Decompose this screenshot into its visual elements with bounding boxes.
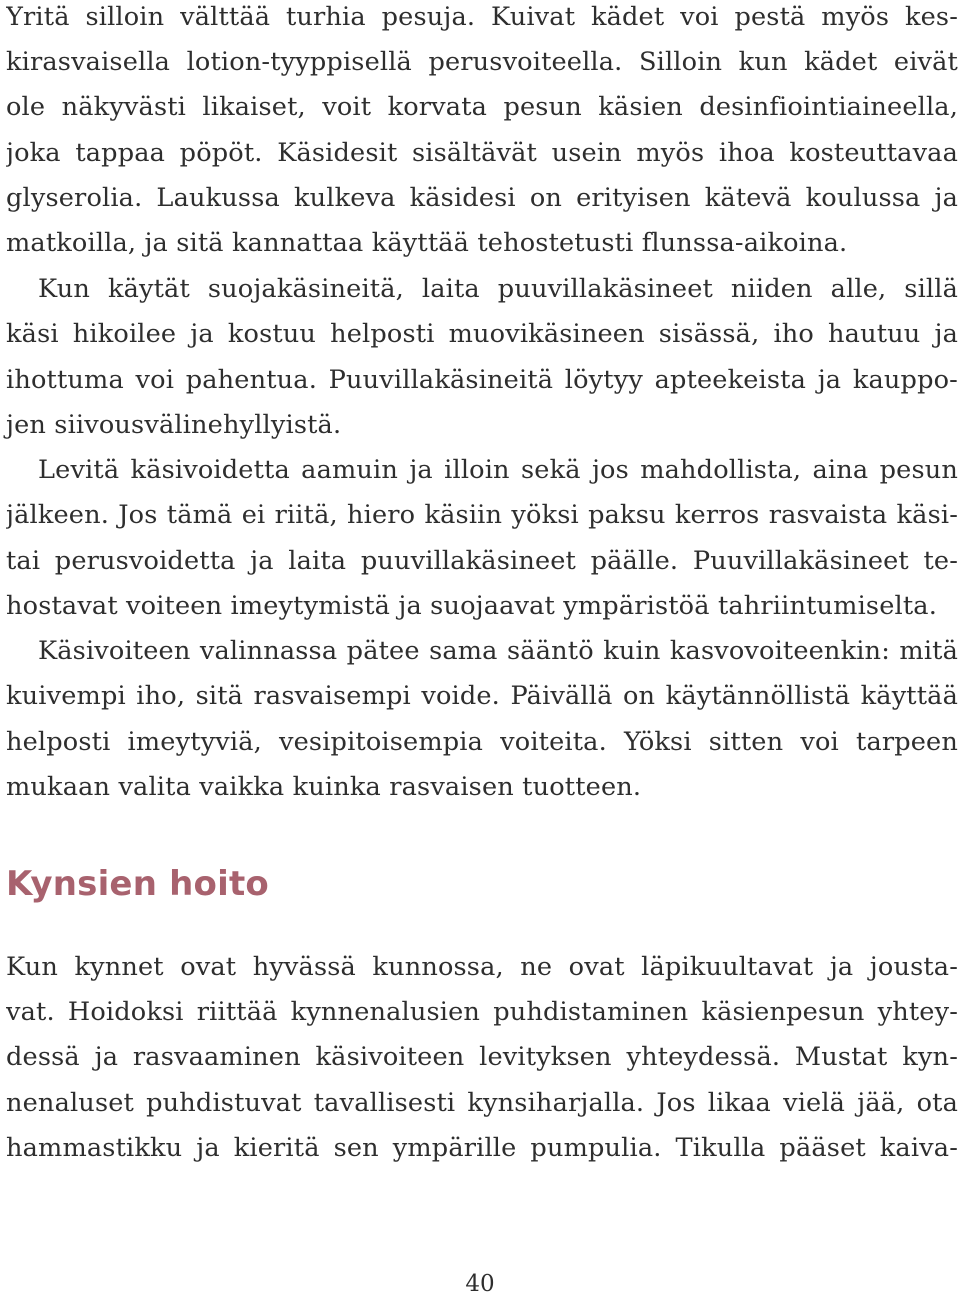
paragraph-line: Käsivoiteen valinnassa pätee sama sääntö kuin kasvovoiteenkin: mitä <box>38 636 958 666</box>
paragraph-line: kirasvaisella lotion-tyyppisellä perusvoiteella. Silloin kun kädet eivät <box>6 47 958 77</box>
paragraph-line: hammastikku ja kieritä sen ympärille pumpulia. Tikulla pääset kaiva- <box>6 1133 958 1163</box>
paragraph-line: vat. Hoidoksi riittää kynnenalusien puhdistaminen käsienpesun yhtey- <box>6 997 958 1027</box>
paragraph-line: dessä ja rasvaaminen käsivoiteen levityksen yhteydessä. Mustat kyn- <box>6 1042 958 1072</box>
paragraph-line: ole näkyvästi likaiset, voit korvata pesun käsien desinfiointiaineella, <box>6 92 958 122</box>
paragraph-line: glyserolia. Laukussa kulkeva käsidesi on erityisen kätevä koulussa ja <box>6 183 958 213</box>
paragraph-line: Kun kynnet ovat hyvässä kunnossa, ne ovat läpikuultavat ja jousta- <box>6 952 958 982</box>
paragraph-line: matkoilla, ja sitä kannattaa käyttää tehostetusti flunssa-aikoina. <box>6 228 848 258</box>
paragraph-line: Levitä käsivoidetta aamuin ja illoin sekä jos mahdollista, aina pesun <box>38 455 958 485</box>
section-heading: Kynsien hoito <box>6 864 269 904</box>
paragraph-line: jen siivousvälinehyllyistä. <box>6 410 342 440</box>
paragraph-line: nenaluset puhdistuvat tavallisesti kynsiharjalla. Jos likaa vielä jää, ota <box>6 1088 958 1118</box>
paragraph-line: kuivempi iho, sitä rasvaisempi voide. Päivällä on käytännöllistä käyttää <box>6 681 958 711</box>
paragraph-line: mukaan valita vaikka kuinka rasvaisen tuotteen. <box>6 772 642 802</box>
paragraph-line: käsi hikoilee ja kostuu helposti muovikäsineen sisässä, iho hautuu ja <box>6 319 958 349</box>
paragraph-line: Yritä silloin välttää turhia pesuja. Kuivat kädet voi pestä myös kes- <box>6 2 958 32</box>
paragraph-line: joka tappaa pöpöt. Käsidesit sisältävät usein myös ihoa kosteuttavaa <box>6 138 958 168</box>
paragraph-line: Kun käytät suojakäsineitä, laita puuvillakäsineet niiden alle, sillä <box>38 274 958 304</box>
paragraph-line: hostavat voiteen imeytymistä ja suojaavat ympäristöä tahriintumiselta. <box>6 591 937 621</box>
paragraph-line: helposti imeytyviä, vesipitoisempia voiteita. Yöksi sitten voi tarpeen <box>6 727 958 757</box>
paragraph-line: jälkeen. Jos tämä ei riitä, hiero käsiin yöksi paksu kerros rasvaista käsi- <box>6 500 958 530</box>
paragraph-line: ihottuma voi pahentua. Puuvillakäsineitä löytyy apteekeista ja kauppo- <box>6 365 958 395</box>
paragraph-line: tai perusvoidetta ja laita puuvillakäsineet päälle. Puuvillakäsineet te- <box>6 546 958 576</box>
page-number: 40 <box>465 1271 495 1297</box>
